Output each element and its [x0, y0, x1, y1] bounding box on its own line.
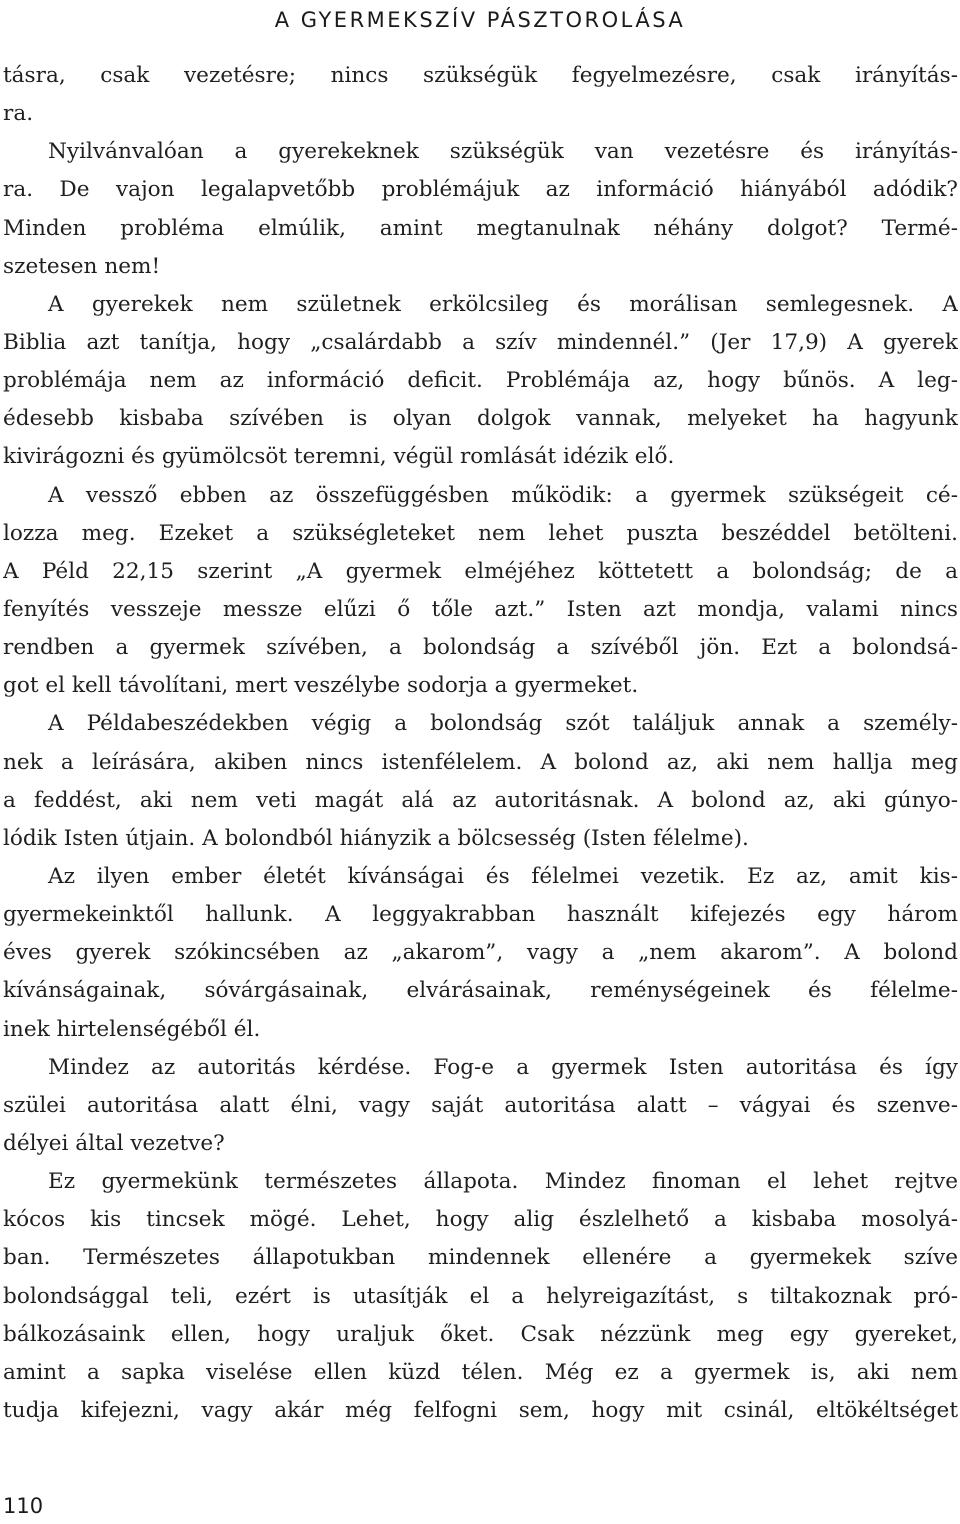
- text-line: édesebb kisbaba szívében is olyan dolgok vannak, melyeket ha hagyunk: [3, 406, 958, 432]
- text-line: Minden probléma elmúlik, amint megtanulnak néhány dolgot? Termé-: [3, 215, 958, 241]
- text-line: kócos kis tincsek mögé. Lehet, hogy alig észlelhető a kisbaba mosolyá-: [3, 1207, 958, 1233]
- text-line: délyei által vezetve?: [3, 1130, 225, 1156]
- text-line: a feddést, aki nem veti magát alá az autoritásnak. A bolond az, aki gúnyo-: [3, 787, 958, 813]
- text-line: Ez gyermekünk természetes állapota. Mindez finoman el lehet rejtve: [48, 1169, 958, 1195]
- text-line: nek a leírására, akiben nincs istenfélelem. A bolond az, aki nem hallja meg: [3, 749, 958, 775]
- text-line: Az ilyen ember életét kívánságai és félelmei vezetik. Ez az, amit kis-: [48, 863, 958, 889]
- text-line: bolondsággal teli, ezért is utasítják el a helyreigazítást, s tiltakoznak pró-: [3, 1283, 958, 1309]
- text-line: szetesen nem!: [3, 253, 161, 279]
- text-line: A Példabeszédekben végig a bolondság szót találjuk annak a személy-: [48, 711, 958, 737]
- text-line: Biblia azt tanítja, hogy „csalárdabb a szív mindennél.” (Jer 17,9) A gyerek: [3, 329, 958, 355]
- text-line: tudja kifejezni, vagy akár még felfogni sem, hogy mit csinál, eltökéltséget: [3, 1397, 958, 1423]
- text-line: A vessző ebben az összefüggésben működik: a gyermek szükségeit cé-: [48, 482, 958, 508]
- text-line: éves gyerek szókincsében az „akarom”, vagy a „nem akarom”. A bolond: [3, 940, 958, 966]
- text-line: A Péld 22,15 szerint „A gyermek elméjéhez köttetett a bolondság; de a: [3, 558, 958, 584]
- page-number: 110: [3, 1494, 44, 1518]
- text-line: got el kell távolítani, mert veszélybe sodorja a gyermeket.: [3, 673, 639, 699]
- text-line: kívánságainak, sóvárgásainak, elvárásainak, reménységeinek és félelme-: [3, 978, 958, 1004]
- text-line: Mindez az autoritás kérdése. Fog-e a gyermek Isten autoritása és így: [48, 1054, 958, 1080]
- text-line: ban. Természetes állapotukban mindennek ellenére a gyermekek szíve: [3, 1245, 958, 1271]
- text-line: fenyítés vesszeje messze elűzi ő tőle azt.” Isten azt mondja, valami nincs: [3, 596, 958, 622]
- text-line: ra. De vajon legalapvetőbb problémájuk az információ hiányából adódik?: [3, 177, 958, 203]
- text-line: amint a sapka viselése ellen küzd télen. Még ez a gyermek is, aki nem: [3, 1359, 958, 1385]
- text-line: inek hirtelenségéből él.: [3, 1016, 261, 1042]
- text-line: A gyerekek nem születnek erkölcsileg és morálisan semlegesnek. A: [48, 291, 958, 317]
- text-line: lódik Isten útjain. A bolondból hiányzik a bölcsesség (Isten félelme).: [3, 825, 749, 851]
- text-line: kivirágozni és gyümölcsöt teremni, végül romlását idézik elő.: [3, 444, 675, 470]
- running-header: A GYERMEKSZÍV PÁSZTOROLÁSA: [274, 8, 686, 32]
- text-line: gyermekeinktől hallunk. A leggyakrabban használt kifejezés egy három: [3, 902, 958, 928]
- text-line: Nyilvánvalóan a gyerekeknek szükségük van vezetésre és irányítás-: [48, 139, 958, 165]
- text-line: szülei autoritása alatt élni, vagy saját autoritása alatt – vágyai és szenve-: [3, 1092, 958, 1118]
- text-line: tásra, csak vezetésre; nincs szükségük fegyelmezésre, csak irányítás-: [3, 63, 958, 88]
- text-line: rendben a gyermek szívében, a bolondság a szívéből jön. Ezt a bolondsá-: [3, 635, 958, 661]
- text-line: problémája nem az információ deficit. Problémája az, hogy bűnös. A leg-: [3, 368, 958, 394]
- body-text: [3, 57, 958, 1430]
- text-line: lozza meg. Ezeket a szükségleteket nem lehet puszta beszéddel betölteni.: [3, 520, 958, 546]
- text-line: bálkozásaink ellen, hogy uraljuk őket. Csak nézzünk meg egy gyereket,: [3, 1321, 958, 1347]
- text-line: ra.: [3, 101, 34, 127]
